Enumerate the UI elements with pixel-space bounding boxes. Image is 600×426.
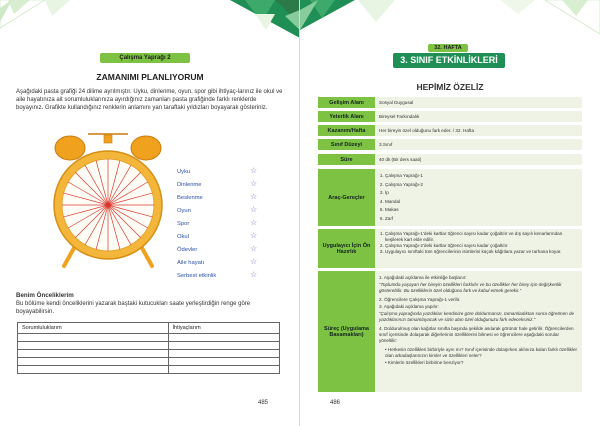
intro-paragraph: Aşağıdaki pasta grafiği 24 dilime ayrılmıştır. Uyku, dinlenme, oyun, spor gibi ihtiyaç-larınız ile okul ve aile hayatınıza ait sorumluluklarınıza ayırdığınız zamanları pasta grafiğinde farklı renklerde boyayınız. Grafikte kullandığınız renklerin anlamını yan taraftaki yıldızları boyayarak gösteriniz. [16, 89, 283, 111]
process-question: • Kimlerin özellikleri birbirine benziyor? [385, 360, 464, 365]
star-icon[interactable]: ☆ [250, 205, 258, 214]
row-competence [318, 111, 582, 123]
worksheet-label: Çalışma Yaprağı 2 [100, 53, 190, 63]
table-header-needs: İhtiyaçlarım [168, 323, 279, 334]
list-item: 6. Zarf [385, 216, 578, 222]
table-row [18, 366, 280, 374]
decorative-triangles-top-left [0, 0, 300, 40]
list-item: 5. Makas [385, 207, 578, 213]
row-preparation [318, 229, 582, 269]
row-outcome [318, 125, 582, 137]
table-row [18, 342, 280, 350]
process-quote: “Çalışma yaprağında yazdıkları kendinize göre doldurmanızı, tamamladıktan sonra öğretmen de yazdıklarınızı tamamlayacak ve sizin alan özel olduğunuzu fark edeceksiniz.” [379, 311, 575, 322]
star-icon[interactable]: ☆ [250, 166, 258, 175]
process-quote: “Toplumda yaşayan her bireyin özellikleri farklıdır ve bu özellikler her birey için değişkenlik gösterebilir. Bu özelliklerin özel olduğunu fark ve kabul etmek gerekir.” [379, 282, 562, 293]
process-step: 4. Doldurulmuş olan kağıtlar sınıfta başında şekilde asılarak görünür hale getirilir. Öğrencilerden sınıf içerisinde dolaşarak diğerlerinin özelliklerini bilmesi ve öğrencilere aşağıdaki sorular yöneltilir: [379, 326, 574, 343]
star-icon[interactable]: ☆ [250, 270, 258, 279]
class-label: 3. SINIF ETKİNLİKLERİ [393, 53, 505, 68]
row-value: 3.Sınıf [375, 139, 582, 151]
star-icon[interactable]: ☆ [250, 244, 258, 253]
table-row [18, 334, 280, 342]
star-icon[interactable]: ☆ [250, 257, 258, 266]
week-label: 32. HAFTA [428, 44, 468, 52]
table-row [18, 358, 280, 366]
page-number: 485 [258, 400, 269, 406]
row-label: Araç-Gereçler [318, 169, 375, 227]
table-row [18, 350, 280, 358]
list-item: 1. Çalışma Yaprağı-1’deki kartlar öğrenci sayısı kadar çoğaltılır ve dış sayılı kenarlarından keşilerek kart elde edilir. [385, 231, 578, 243]
star-icon[interactable]: ☆ [250, 218, 258, 227]
activity-label: Ödevler [177, 247, 198, 253]
row-value [375, 229, 582, 269]
process-step: 2. Öğrencilere Çalışma Yaprağı-1 verilir. [379, 297, 461, 302]
star-icon[interactable]: ☆ [250, 179, 258, 188]
row-domain [318, 97, 582, 109]
row-value [375, 169, 582, 227]
alarm-clock-pie-chart [48, 130, 168, 280]
row-value: 40 dk (Bir ders saati) [375, 154, 582, 166]
activity-label: Serbest etkinlik [177, 273, 217, 279]
row-label: Sınıf Düzeyi [318, 139, 375, 151]
row-materials [318, 169, 582, 227]
list-item: 3. Uygulayıcı sınıftaki tüm öğrencilerinin isimlerini küçük kâğıtlara yazar ve tarhana koyar. [385, 249, 578, 255]
row-duration [318, 154, 582, 166]
process-step: 1. Aşağıdaki açıklama ile etkinliğe başlanır: [379, 275, 467, 280]
activity-label: Dinlenme [177, 182, 202, 188]
row-grade [318, 139, 582, 151]
row-label: Kazanım/Hafta [318, 125, 375, 137]
preferences-text: Bu bölüme kendi önceliklerini yazarak baştaki kutucukları saate yerleştirdiğin renge göre boyayabilirsin. [16, 301, 251, 315]
decorative-triangles-top [300, 0, 600, 46]
priorities-table [17, 322, 280, 374]
row-process [318, 271, 582, 393]
activity-label: Aile hayatı [177, 260, 205, 266]
row-label: Uygulayıcı İçin Ön Hazırlık [318, 229, 375, 269]
row-value: Sosyal Duygusal [375, 97, 582, 109]
process-step: 3. Aşağıdaki açıklama yapılır: [379, 304, 439, 309]
page-number: 486 [330, 400, 341, 406]
list-item: 1. Çalışma Yaprağı-1 [385, 173, 578, 179]
row-label: Süreç (Uygulama Basamakları) [318, 271, 375, 393]
star-icon[interactable]: ☆ [250, 231, 258, 240]
list-item: 3. İp [385, 190, 578, 196]
row-label: Süre [318, 154, 375, 166]
activity-label: Uyku [177, 169, 191, 175]
activity-label: Beslenme [177, 195, 203, 201]
star-icon[interactable]: ☆ [250, 192, 258, 201]
page-title: ZAMANIMI PLANLIYORUM [96, 72, 204, 82]
row-label: Gelişim Alanı [318, 97, 375, 109]
list-item: 2. Çalışma Yaprağı-2’deki kartlar öğrenci sayısı kadar çoğaltılır. [385, 243, 578, 249]
row-value: Bireysel Farkındalık [375, 111, 582, 123]
table-header-responsibilities: Sorumluluklarım [18, 323, 169, 334]
activity-label: Okul [177, 234, 189, 240]
process-question: • Herkesin özellikleri birbiriyle aynı mı? Sınıf içerisinde dolaşırken aklınıza kalan farklı özellikler olan arkadaşlarınızın kimler ve özellikleri neler? [385, 347, 578, 358]
row-value [375, 271, 582, 393]
activity-label: Spor [177, 221, 190, 227]
right-page [300, 0, 600, 426]
row-label: Yeterlik Alanı [318, 111, 375, 123]
list-item: 2. Çalışma Yaprağı-2 [385, 182, 578, 188]
row-value: Her bireyin özel olduğunu fark eder. / 32. Hafta [375, 125, 582, 137]
list-item: 4. Mandal [385, 199, 578, 205]
preferences-heading: Benim Önceliklerim [16, 292, 74, 299]
activity-title: HEPİMİZ ÖZELİZ [416, 82, 484, 92]
activity-label: Oyun [177, 208, 191, 214]
